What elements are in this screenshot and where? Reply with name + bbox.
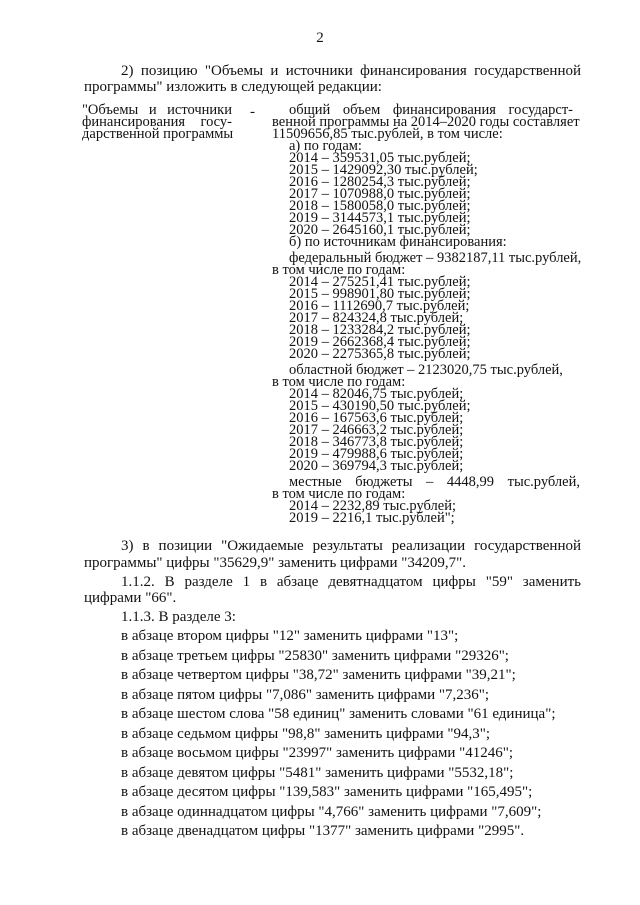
right-col-line: 2017 – 1070988,0 тыс.рублей; bbox=[289, 186, 471, 202]
right-col-line: областной бюджет – 2123020,75 тыс.рублей, bbox=[289, 362, 563, 378]
right-col-line: б) по источникам финансирования: bbox=[289, 234, 507, 250]
right-col-line: 2018 – 1233284,2 тыс.рублей; bbox=[289, 322, 471, 338]
item2-line1: 2) позицию "Объемы и источники финансирования государственной bbox=[121, 63, 581, 79]
right-col-line: 2014 – 359531,05 тыс.рублей; bbox=[289, 150, 471, 166]
page-number: 2 bbox=[316, 30, 324, 46]
right-col-line: в том числе по годам: bbox=[272, 262, 406, 278]
right-col-line: 2014 – 275251,41 тыс.рублей; bbox=[289, 274, 471, 290]
section-113-item: в абзаце четвертом цифры "38,72" заменить цифрами "39,21"; bbox=[121, 667, 516, 683]
section-113-item: в абзаце одиннадцатом цифры "4,766" заменить цифрами "7,609"; bbox=[121, 804, 542, 820]
right-col-line: 2014 – 82046,75 тыс.рублей; bbox=[289, 386, 464, 402]
section-113-item: в абзаце третьем цифры "25830" заменить цифрами "29326"; bbox=[121, 648, 509, 664]
section-113-item: в абзаце девятом цифры "5481" заменить цифрами "5532,18"; bbox=[121, 765, 514, 781]
right-col-line: 2016 – 1112690,7 тыс.рублей; bbox=[289, 298, 470, 314]
right-col-line: 2015 – 998901,80 тыс.рублей; bbox=[289, 286, 471, 302]
section-113-item: в абзаце шестом слова "58 единиц" заменить словами "61 единица"; bbox=[121, 706, 556, 722]
right-col-line: 2019 – 479988,6 тыс.рублей; bbox=[289, 446, 464, 462]
right-col-line: 2015 – 1429092,30 тыс.рублей; bbox=[289, 162, 478, 178]
section-113-item: в абзаце десятом цифры "139,583" заменить цифрами "165,495"; bbox=[121, 784, 533, 800]
right-col-line: 2020 – 2275365,8 тыс.рублей; bbox=[289, 346, 471, 362]
left-col-dash: - bbox=[250, 104, 255, 120]
right-col-line: федеральный бюджет – 9382187,11 тыс.рублей, bbox=[289, 250, 582, 266]
section-112-line2: цифрами "66". bbox=[84, 590, 177, 606]
right-col-line: в том числе по годам: bbox=[272, 486, 406, 502]
right-col-line: 11509656,85 тыс.рублей, в том числе: bbox=[272, 126, 503, 142]
right-col-line: 2015 – 430190,50 тыс.рублей; bbox=[289, 398, 471, 414]
section-113-item: в абзаце пятом цифры "7,086" заменить цифрами "7,236"; bbox=[121, 687, 490, 703]
left-col-line-2: финансирования госу- bbox=[82, 114, 232, 130]
right-col-line: 2014 – 2232,89 тыс.рублей; bbox=[289, 498, 456, 514]
right-col-line: а) по годам: bbox=[289, 138, 362, 154]
item3-line2: программы" цифры "35629,9" заменить цифрами "34209,7". bbox=[84, 555, 467, 571]
right-col-line: 2017 – 246663,2 тыс.рублей; bbox=[289, 422, 464, 438]
section-112-line1: 1.1.2. В разделе 1 в абзаце девятнадцатом цифры "59" заменить bbox=[121, 574, 581, 590]
right-col-line: 2016 – 167563,6 тыс.рублей; bbox=[289, 410, 464, 426]
left-col-line-3: дарственной программы bbox=[82, 126, 234, 142]
item2-line2: программы" изложить в следующей редакции: bbox=[84, 79, 382, 95]
section-113-title: 1.1.3. В разделе 3: bbox=[121, 609, 236, 625]
right-col-line: 2018 – 346773,8 тыс.рублей; bbox=[289, 434, 464, 450]
right-col-line: 2019 – 2216,1 тыс.рублей"; bbox=[289, 510, 455, 526]
right-col-line: 2019 – 2662368,4 тыс.рублей; bbox=[289, 334, 471, 350]
item3-line1: 3) в позиции "Ожидаемые результаты реализации государственной bbox=[121, 538, 581, 554]
right-col-line: 2019 – 3144573,1 тыс.рублей; bbox=[289, 210, 471, 226]
section-113-item: в абзаце восьмом цифры "23997" заменить цифрами "41246"; bbox=[121, 745, 514, 761]
right-col-line: 2020 – 369794,3 тыс.рублей; bbox=[289, 458, 464, 474]
right-col-line: 2017 – 824324,8 тыс.рублей; bbox=[289, 310, 464, 326]
right-col-line: местные бюджеты – 4448,99 тыс.рублей, bbox=[289, 474, 580, 490]
right-col-line: общий объем финансирования государст- bbox=[289, 102, 573, 118]
right-col-line: 2020 – 2645160,1 тыс.рублей; bbox=[289, 222, 471, 238]
right-col-line: венной программы на 2014–2020 годы составляет bbox=[272, 114, 580, 130]
right-col-line: в том числе по годам: bbox=[272, 374, 406, 390]
section-113-item: в абзаце двенадцатом цифры "1377" заменить цифрами "2995". bbox=[121, 823, 525, 839]
right-col-line: 2018 – 1580058,0 тыс.рублей; bbox=[289, 198, 471, 214]
left-col-line-1: "Объемы и источники bbox=[82, 102, 232, 118]
section-113-item: в абзаце седьмом цифры "98,8" заменить цифрами "94,3"; bbox=[121, 726, 491, 742]
right-col-line: 2016 – 1280254,3 тыс.рублей; bbox=[289, 174, 471, 190]
section-113-item: в абзаце втором цифры "12" заменить цифрами "13"; bbox=[121, 628, 459, 644]
